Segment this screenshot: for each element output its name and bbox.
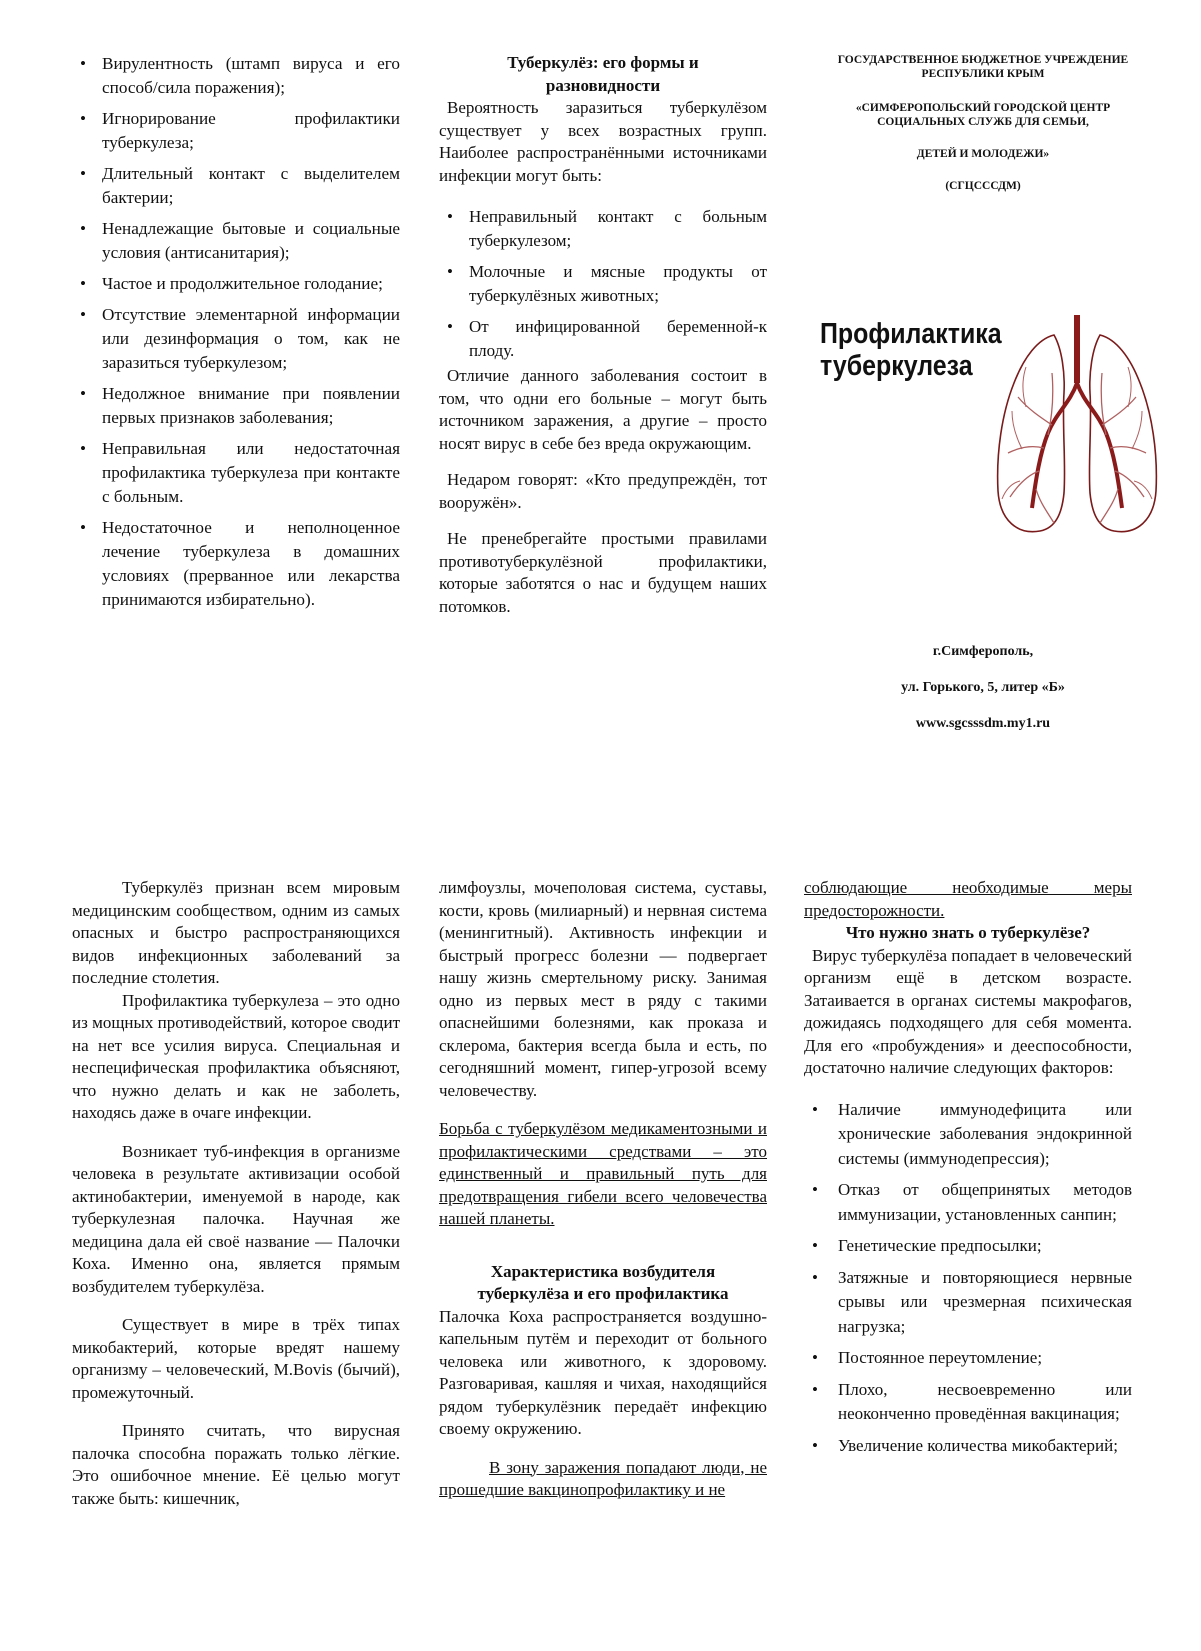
intro-panel (72, 877, 400, 1510)
list-item: • Генетические предпосылки; (804, 1234, 1132, 1259)
forms-heading: Туберкулёз: его формы и разновидности (507, 53, 699, 95)
org-line: СОЦИАЛЬНЫХ СЛУЖБ ДЛЯ СЕМЬИ, (877, 116, 1089, 128)
pathogen-paragraph-2: Борьба с туберкулёзом медикаментозными и профилактическими средствами – это единственный и правильный путь для предотвращения гибели всего человечества нашей планеты. (439, 1119, 767, 1228)
pathogen-paragraph-4: В зону заражения попадают люди, не прошедшие вакцинопрофилактику и не (439, 1457, 767, 1499)
list-item: • Затяжные и повторяющиеся нервные срывы или чрезмерная психическая нагрузка; (804, 1266, 1132, 1340)
list-item: • Длительный контакт с выделителем бактерии; (72, 162, 400, 210)
list-item: • Увеличение количества микобактерий; (804, 1434, 1132, 1459)
intro-paragraph-5: Принято считать, что вирусная палочка способна поражать только лёгкие. Это ошибочное мнение. Её целью могут также быть: кишечник, (72, 1421, 400, 1508)
factors-list (804, 1098, 1132, 1459)
intro-paragraph-2: Профилактика туберкулеза – это одно из мощных противодействий, которое сводит на нет все усилия вируса. Специальная и неспецифическая профилактика объясняют, что нужно делать и как не заболеть, находясь даже в очаге инфекции. (72, 990, 401, 1122)
intro-paragraph-3: Возникает туб-инфекция в организме человека в результате активизации особой актинобактерии, именуемой в народе, как туберкулезная палочка. Научная же медицина дала ей своё название — Палочки Коха. Именно она, является прямым возбудителем туберкулёза. (72, 1141, 400, 1296)
city: г.Симферополь, (932, 644, 1034, 659)
list-item: • Частое и продолжительное голодание; (72, 272, 400, 296)
risk-factors-panel (72, 52, 400, 619)
list-item: • Отсутствие элементарной информации или дезинформация о том, как не заразиться туберкулезом; (72, 303, 400, 375)
facts-paragraph-1: Вирус туберкулёза попадает в человеческий организм ещё в детском возрасте. Затаивается в органах системы макрофагов, дожидаясь подходящего для себя момента. Для его «пробуждения» и дееспособности, достаточно наличие следующих факторов: (804, 945, 1132, 1077)
forms-paragraph-2: Недаром говорят: «Кто предупреждён, тот вооружён». (439, 470, 767, 512)
list-item: • Молочные и мясные продукты от туберкулёзных животных; (439, 260, 767, 308)
list-item: • От инфицированной беременной-к плоду. (439, 315, 767, 363)
pathogen-paragraph-3: Палочка Коха распространяется воздушно-капельным путём и переходит от больного человека или животного, к здоровому. Разговаривая, кашляя и чихая, находящийся рядом туберкулёзник передаёт инфекцию своему окружению. (439, 1306, 767, 1438)
list-item: • Неправильная или недостаточная профилактика туберкулеза при контакте с больным. (72, 437, 400, 509)
website-link[interactable]: www.sgcsssdm.my1.ru (915, 716, 1051, 731)
forms-panel (439, 52, 767, 618)
org-line: «СИМФЕРОПОЛЬСКИЙ ГОРОДСКОЙ ЦЕНТР (855, 102, 1111, 114)
intro-paragraph-4: Существует в мире в трёх типах микобактерий, которые вредят нашему организму – человеческий, M.Bovis (бычий), промежуточный. (72, 1315, 400, 1402)
title-line: туберкулеза (820, 350, 973, 382)
list-item: • Игнорирование профилактики туберкулеза; (72, 107, 400, 155)
forms-paragraph-1: Отличие данного заболевания состоит в том, что одни его больные – могут быть источником заражения, а другие – просто носят вирус в себе без вреда окружающим. (439, 366, 767, 453)
pathogen-panel (439, 877, 767, 1502)
facts-heading: Что нужно знать о туберкулёзе? (845, 923, 1091, 942)
org-line: ГОСУДАРСТВЕННОЕ БЮДЖЕТНОЕ УЧРЕЖДЕНИЕ (837, 54, 1129, 66)
list-item: • Наличие иммунодефицита или хронические заболевания эндокринной системы (иммунодепрессия); (804, 1098, 1132, 1172)
intro-paragraph-1: Туберкулёз признан всем мировым медицинским сообществом, одним из самых опасных и быстро распространяющихся видов инфекционных заболеваний за последние столетия. (72, 878, 400, 987)
list-item: • Недостаточное и неполноценное лечение туберкулеза в домашних условиях (прерванное или лекарства принимаются избирательно). (72, 516, 400, 612)
brochure-title (820, 318, 1002, 382)
list-item: • Плохо, несвоевременно или неоконченно проведённая вакцинация; (804, 1378, 1132, 1427)
list-item: • Отказ от общепринятых методов иммунизации, установленных санпин; (804, 1178, 1132, 1227)
cover-panel (800, 48, 1166, 788)
sources-list (439, 205, 767, 363)
forms-paragraph-3: Не пренебрегайте простыми правилами противотуберкулёзной профилактики, которые заботятся о нас и будущем наших потомков. (439, 529, 767, 616)
list-item: • Вирулентность (штамп вируса и его способ/сила поражения); (72, 52, 400, 100)
org-header (800, 53, 1166, 193)
risk-factors-list (72, 52, 400, 612)
lungs-icon (992, 313, 1162, 543)
facts-paragraph-0: соблюдающие необходимые меры предосторожности. (804, 878, 1132, 920)
contact-block (800, 644, 1166, 732)
list-item: • Недолжное внимание при появлении первых признаков заболевания; (72, 382, 400, 430)
forms-intro: Вероятность заразиться туберкулёзом существует у всех возрастных групп. Наиболее распространёнными источниками инфекции могут быть: (439, 98, 767, 185)
list-item: • Неправильный контакт с больным туберкулезом; (439, 205, 767, 253)
facts-panel (804, 877, 1132, 1465)
street-address: ул. Горького, 5, литер «Б» (901, 680, 1065, 695)
list-item: • Постоянное переутомление; (804, 1346, 1132, 1371)
pathogen-paragraph-1: лимфоузлы, мочеполовая система, суставы, кости, кровь (милиарный) и нервная система (менингитный). Активность инфекции и быстрый прогресс болезни — подвергает нашу жизнь смертельному риску. Занимая одно из первых мест в ряду с такими опаснейшими болезнями, как проказа и склерома, бактерия всегда была и есть, по сегодняшний момент, гипер-угрозой всему человечеству. (439, 878, 767, 1100)
org-abbreviation: (СГЦСССДМ) (945, 180, 1021, 192)
org-line: ДЕТЕЙ И МОЛОДЕЖИ» (916, 148, 1050, 160)
list-item: • Ненадлежащие бытовые и социальные условия (антисанитария); (72, 217, 400, 265)
org-line: РЕСПУБЛИКИ КРЫМ (921, 68, 1045, 80)
title-line: Профилактика (820, 318, 1002, 350)
pathogen-heading: Характеристика возбудителя туберкулёза и его профилактика (477, 1261, 729, 1303)
